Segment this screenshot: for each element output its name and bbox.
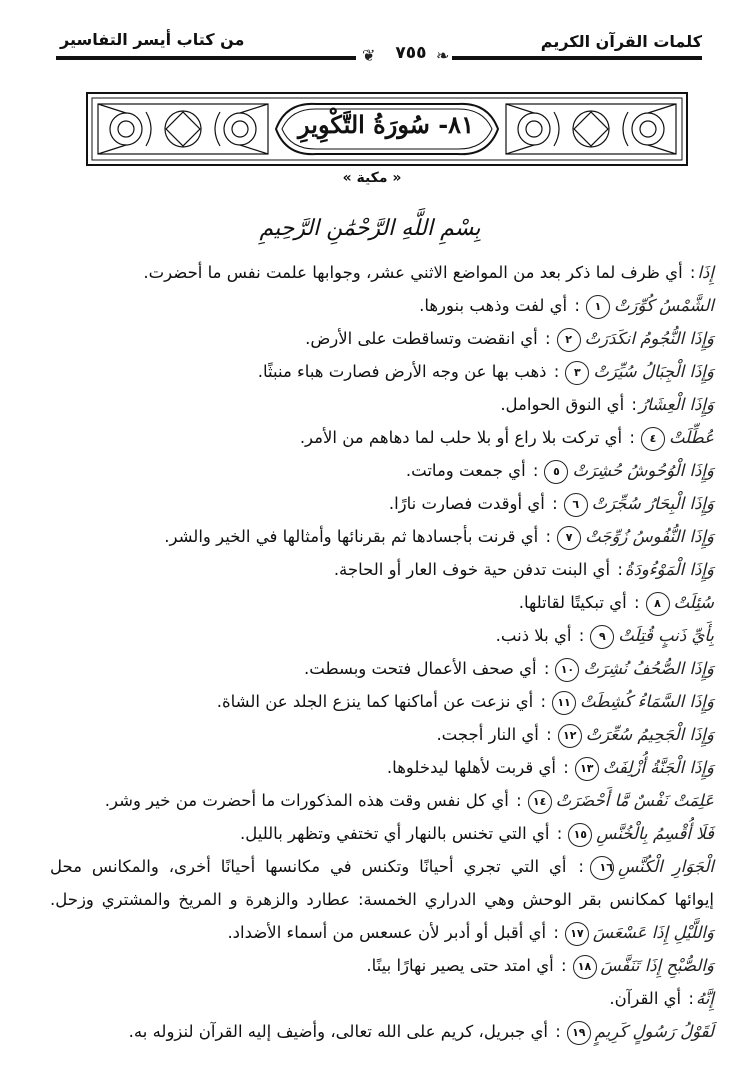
separator: : bbox=[633, 593, 640, 612]
separator: : bbox=[689, 263, 696, 282]
explanation-text: أي البنت تدفن حية خوف العار أو الحاجة. bbox=[333, 560, 611, 579]
separator: : bbox=[545, 329, 551, 348]
vocab-line bbox=[50, 289, 714, 322]
quran-word: وَإِذَا الْجِبَالُ سُيِّرَتْ bbox=[593, 362, 714, 381]
page-number: ٧٥٥ bbox=[395, 43, 427, 63]
separator: : bbox=[563, 758, 569, 777]
ornament-right-icon: ❧ bbox=[436, 46, 450, 65]
quran-word: وَإِذَا الْوُحُوشُ حُشِرَتْ bbox=[572, 461, 714, 480]
ayah-number-badge: ١٢ bbox=[558, 724, 582, 748]
separator: : bbox=[631, 395, 637, 414]
explanation-text: أي أوقدت فصارت نارًا. bbox=[388, 494, 545, 513]
quran-word: إِنَّهُ bbox=[695, 989, 714, 1008]
explanation-text: أي أقبل أو أدبر لأن عسعس من أسماء الأضداد. bbox=[227, 923, 547, 942]
ayah-number-badge: ٥ bbox=[544, 460, 568, 484]
separator: : bbox=[532, 461, 539, 480]
quran-word: الْجَوَارِ الْكُنَّسِ bbox=[617, 857, 714, 876]
header-rule-right bbox=[452, 56, 702, 60]
vocab-line bbox=[50, 850, 714, 883]
explanation-text: أي صحف الأعمال فتحت وبسطت. bbox=[304, 659, 537, 678]
vocab-line bbox=[50, 256, 714, 289]
vocab-line bbox=[50, 751, 714, 784]
separator: : bbox=[556, 824, 563, 843]
separator: : bbox=[553, 923, 559, 942]
vocabulary-list bbox=[50, 256, 714, 1048]
separator: : bbox=[545, 527, 552, 546]
book-title: كلمات القرآن الكريم bbox=[540, 32, 702, 51]
explanation-text: أي التي تخنس بالنهار أي تختفي وتظهر بالليل. bbox=[239, 824, 550, 843]
quran-word: وَإِذَا الصُّحُفُ نُشِرَتْ bbox=[583, 659, 714, 678]
surah-title: ٨١- سُورَةُ التَّكْوِيرِ bbox=[298, 110, 474, 139]
separator: : bbox=[617, 560, 623, 579]
quran-word: إِذَا bbox=[697, 263, 714, 282]
explanation-text: أي جمعت وماتت. bbox=[405, 461, 526, 480]
explanation-text: أي انقضت وتساقطت على الأرض. bbox=[305, 329, 538, 348]
separator: : bbox=[578, 626, 585, 645]
separator: : bbox=[516, 791, 522, 810]
separator: : bbox=[540, 692, 547, 711]
ayah-number-badge: ١٥ bbox=[568, 823, 592, 847]
vocab-line bbox=[50, 652, 714, 685]
vocab-line bbox=[50, 949, 714, 982]
vocab-line bbox=[50, 553, 714, 586]
vocab-line bbox=[50, 883, 714, 916]
vocab-line bbox=[50, 520, 714, 553]
vocab-line bbox=[50, 388, 714, 421]
quran-word: وَإِذَا الْبِحَارُ سُجِّرَتْ bbox=[591, 494, 714, 513]
vocab-line bbox=[50, 421, 714, 454]
quran-word: وَإِذَا الْمَوْءُودَةُ bbox=[624, 560, 714, 579]
quran-word: وَاللَّيْلِ إِذَا عَسْعَسَ bbox=[592, 923, 714, 942]
vocab-line bbox=[50, 916, 714, 949]
ayah-number-badge: ١٤ bbox=[528, 790, 552, 814]
separator: : bbox=[552, 494, 558, 513]
quran-word: وَإِذَا النُّجُومُ انكَدَرَتْ bbox=[584, 329, 714, 348]
ayah-number-badge: ١٨ bbox=[573, 955, 597, 979]
quran-word: بِأَيِّ ذَنبٍ قُتِلَتْ bbox=[618, 626, 714, 645]
vocab-line bbox=[50, 322, 714, 355]
ayah-number-badge: ١٦ bbox=[590, 856, 614, 880]
ayah-number-badge: ١٩ bbox=[567, 1021, 591, 1045]
quran-word: الشَّمْسُ كُوِّرَتْ bbox=[613, 296, 714, 315]
vocab-line bbox=[50, 619, 714, 652]
vocab-line bbox=[50, 355, 714, 388]
ayah-number-badge: ٧ bbox=[557, 526, 581, 550]
vocab-line bbox=[50, 718, 714, 751]
separator: : bbox=[560, 956, 567, 975]
quran-word: وَإِذَا السَّمَاءُ كُشِطَتْ bbox=[580, 692, 714, 711]
ayah-number-badge: ١ bbox=[586, 295, 610, 319]
separator: : bbox=[553, 362, 560, 381]
ayah-number-badge: ١٧ bbox=[565, 922, 589, 946]
explanation-text: أي تركت بلا راع أو بلا حلب لما دهاهم من الأمر. bbox=[299, 428, 623, 447]
quran-word: وَإِذَا النُّفُوسُ زُوِّجَتْ bbox=[585, 527, 714, 546]
vocab-line bbox=[50, 784, 714, 817]
explanation-text: أي كل نفس وقت هذه المذكورات ما أحضرت من خير وشر. bbox=[104, 791, 509, 810]
book-source: من كتاب أيسر التفاسير bbox=[60, 30, 245, 49]
vocab-line bbox=[50, 454, 714, 487]
explanation-text: أي النار أججت. bbox=[436, 725, 539, 744]
separator: : bbox=[546, 725, 552, 744]
explanation-text: أي جبريل، كريم على الله تعالى، وأضيف إليه القرآن لنزوله به. bbox=[128, 1022, 548, 1041]
explanation-text: أي بلا ذنب. bbox=[495, 626, 572, 645]
quran-word: فَلَا أُقْسِمُ بِالْخُنَّسِ bbox=[596, 824, 714, 843]
explanation-text: أي تبكيتًا لقاتلها. bbox=[518, 593, 627, 612]
vocab-line bbox=[50, 1015, 714, 1048]
quran-word: وَإِذَا الْجَنَّةُ أُزْلِفَتْ bbox=[602, 758, 714, 777]
surah-banner bbox=[86, 92, 688, 166]
explanation-text: أي النوق الحوامل. bbox=[500, 395, 625, 414]
explanation-text: إيوائها كمكانس بقر الوحش وهي الدراري الخمسة: عطارد والزهرة و المريخ والمشتري وزحل. bbox=[50, 890, 714, 909]
quran-word: وَإِذَا الْجَحِيمُ سُعِّرَتْ bbox=[585, 725, 714, 744]
ornament-left-icon: ❦ bbox=[362, 46, 376, 65]
explanation-text: أي لفت وذهب بنورها. bbox=[419, 296, 568, 315]
vocab-line bbox=[50, 487, 714, 520]
separator: : bbox=[574, 296, 580, 315]
ayah-number-badge: ٦ bbox=[564, 493, 588, 517]
explanation-text: أي قربت لأهلها ليدخلوها. bbox=[386, 758, 556, 777]
ayah-number-badge: ١١ bbox=[552, 691, 576, 715]
quran-word: وَالصُّبْحِ إِذَا تَنَفَّسَ bbox=[600, 956, 714, 975]
explanation-text: أي القرآن. bbox=[609, 989, 682, 1008]
ayah-number-badge: ٢ bbox=[557, 328, 581, 352]
explanation-text: أي نزعت عن أماكنها كما ينزع الجلد عن الشاة. bbox=[216, 692, 534, 711]
separator: : bbox=[629, 428, 635, 447]
ayah-number-badge: ٤ bbox=[641, 427, 665, 451]
separator: : bbox=[578, 857, 584, 876]
ayah-number-badge: ٨ bbox=[646, 592, 670, 616]
explanation-text: أي قرنت بأجسادها ثم بقرنائها وأمثالها في الخير والشر. bbox=[164, 527, 539, 546]
explanation-text: أي التي تجري أحيانًا وتكنس في مكانسها أحيانًا أخرى، والمكانس محل bbox=[50, 857, 567, 876]
separator: : bbox=[543, 659, 550, 678]
vocab-line bbox=[50, 586, 714, 619]
quran-word: عَلِمَتْ نَفْسٌ مَّا أَحْضَرَتْ bbox=[555, 791, 714, 810]
vocab-line bbox=[50, 817, 714, 850]
vocab-line bbox=[50, 685, 714, 718]
quran-word: سُئِلَتْ bbox=[673, 593, 714, 612]
ayah-number-badge: ٩ bbox=[590, 625, 614, 649]
separator: : bbox=[688, 989, 694, 1008]
ayah-number-badge: ١٠ bbox=[555, 658, 579, 682]
ayah-number-badge: ١٣ bbox=[575, 757, 599, 781]
explanation-text: أي ظرف لما ذكر بعد من المواضع الاثني عشر، وجوابها علمت نفس ما أحضرت. bbox=[143, 263, 683, 282]
basmala: بِسْمِ اللَّهِ الرَّحْمَٰنِ الرَّحِيمِ bbox=[259, 216, 481, 241]
header-rule-left bbox=[56, 56, 356, 60]
quran-word: عُطِّلَتْ bbox=[668, 428, 714, 447]
vocab-line bbox=[50, 982, 714, 1015]
separator: : bbox=[555, 1022, 561, 1041]
explanation-text: ذهب بها عن وجه الأرض فصارت هباء منبثًا. bbox=[257, 362, 547, 381]
quran-word: لَقَوْلُ رَسُولٍ كَرِيمٍ bbox=[594, 1022, 714, 1041]
quran-word: وَإِذَا الْعِشَارُ bbox=[638, 395, 714, 414]
ayah-number-badge: ٣ bbox=[565, 361, 589, 385]
surah-type: « مكية » bbox=[342, 170, 402, 186]
explanation-text: أي امتد حتى يصير نهارًا بينًا. bbox=[366, 956, 554, 975]
